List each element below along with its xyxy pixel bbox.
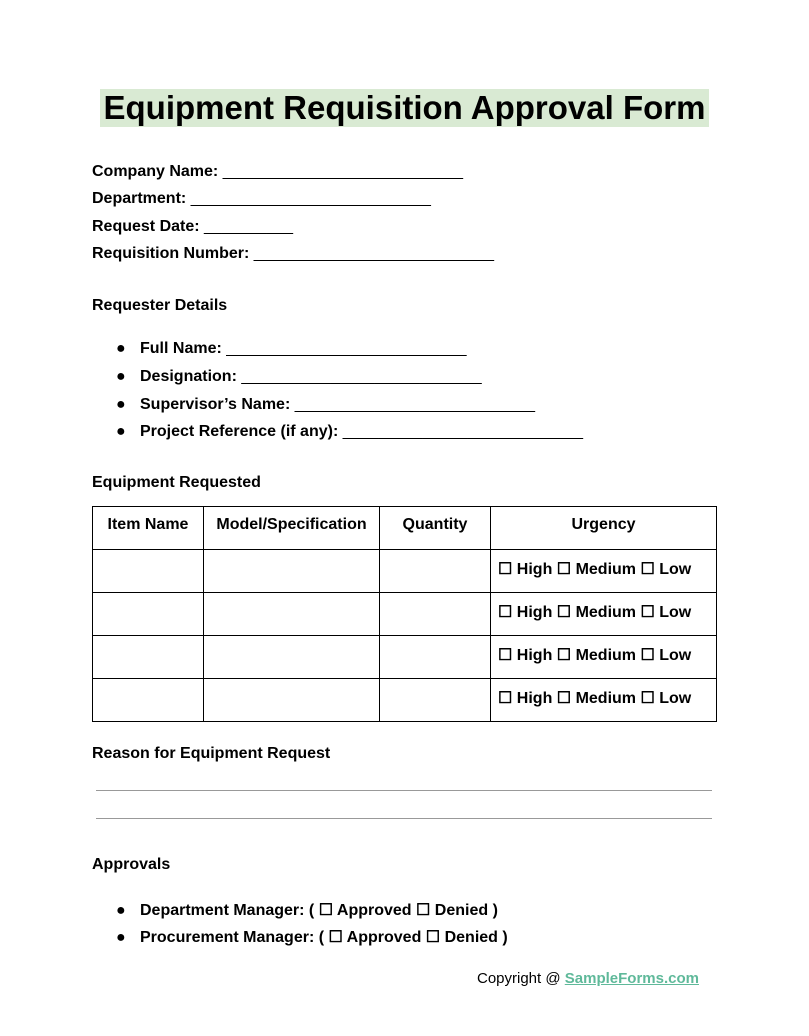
item-name-cell[interactable] [93, 636, 204, 679]
project-reference-label: Project Reference (if any): [140, 423, 339, 440]
equipment-requested-heading: Equipment Requested [92, 474, 261, 491]
department-manager-approval [116, 900, 498, 920]
department-label: Department: [92, 190, 187, 207]
model-cell[interactable] [204, 550, 380, 593]
supervisor-name-item [116, 396, 535, 414]
reason-line-2[interactable] [96, 818, 712, 819]
department-field [92, 190, 431, 208]
bullet-icon: ● [116, 368, 126, 385]
model-cell[interactable] [204, 679, 380, 722]
model-cell[interactable] [204, 636, 380, 679]
table-row [93, 593, 717, 636]
column-header-model: Model/Specification [204, 507, 380, 550]
company-name-blank[interactable]: ___________________________ [222, 163, 463, 180]
form-title: Equipment Requisition Approval Form [100, 89, 709, 127]
project-reference-item [116, 423, 583, 441]
bullet-icon: ● [116, 396, 126, 413]
designation-label: Designation: [140, 368, 237, 385]
supervisor-name-blank[interactable]: ___________________________ [294, 396, 535, 413]
item-name-cell[interactable] [93, 550, 204, 593]
procurement-manager-approval [116, 927, 508, 947]
request-date-blank[interactable]: __________ [204, 218, 294, 235]
designation-blank[interactable]: ___________________________ [241, 368, 482, 385]
department-manager-label[interactable]: Department Manager: ( ☐ Approved ☐ Denied ) [140, 902, 498, 919]
project-reference-blank[interactable]: ___________________________ [342, 423, 583, 440]
bullet-icon: ● [116, 340, 126, 357]
urgency-options[interactable]: ☐ High ☐ Medium ☐ Low [491, 679, 717, 722]
urgency-options[interactable]: ☐ High ☐ Medium ☐ Low [491, 636, 717, 679]
company-name-field [92, 163, 463, 181]
table-row [93, 550, 717, 593]
table-row [93, 636, 717, 679]
bullet-icon: ● [116, 902, 126, 919]
full-name-label: Full Name: [140, 340, 222, 357]
table-header-row [93, 507, 717, 550]
designation-item [116, 368, 482, 386]
department-blank[interactable]: ___________________________ [190, 190, 431, 207]
column-header-urgency: Urgency [491, 507, 717, 550]
full-name-blank[interactable]: ___________________________ [226, 340, 467, 357]
column-header-quantity: Quantity [380, 507, 491, 550]
requisition-number-blank[interactable]: ___________________________ [253, 245, 495, 262]
urgency-options[interactable]: ☐ High ☐ Medium ☐ Low [491, 593, 717, 636]
quantity-cell[interactable] [380, 593, 491, 636]
procurement-manager-label[interactable]: Procurement Manager: ( ☐ Approved ☐ Denied ) [140, 929, 508, 946]
request-date-field [92, 218, 293, 236]
copyright-prefix: Copyright @ [477, 970, 565, 987]
reason-line-1[interactable] [96, 790, 712, 791]
full-name-item [116, 340, 467, 358]
model-cell[interactable] [204, 593, 380, 636]
bullet-icon: ● [116, 929, 126, 946]
supervisor-name-label: Supervisor’s Name: [140, 396, 291, 413]
bullet-icon: ● [116, 423, 126, 440]
copyright-footer [477, 970, 699, 987]
urgency-options[interactable]: ☐ High ☐ Medium ☐ Low [491, 550, 717, 593]
quantity-cell[interactable] [380, 679, 491, 722]
requisition-number-field [92, 245, 494, 263]
request-date-label: Request Date: [92, 218, 200, 235]
company-name-label: Company Name: [92, 163, 219, 180]
brand-link[interactable]: SampleForms.com [564, 970, 699, 987]
approvals-heading: Approvals [92, 856, 171, 873]
table-row [93, 679, 717, 722]
requisition-number-label: Requisition Number: [92, 245, 250, 262]
reason-heading: Reason for Equipment Request [92, 745, 331, 762]
item-name-cell[interactable] [93, 679, 204, 722]
item-name-cell[interactable] [93, 593, 204, 636]
column-header-item-name: Item Name [93, 507, 204, 550]
quantity-cell[interactable] [380, 550, 491, 593]
quantity-cell[interactable] [380, 636, 491, 679]
equipment-table [92, 506, 717, 722]
requester-details-heading: Requester Details [92, 297, 228, 314]
